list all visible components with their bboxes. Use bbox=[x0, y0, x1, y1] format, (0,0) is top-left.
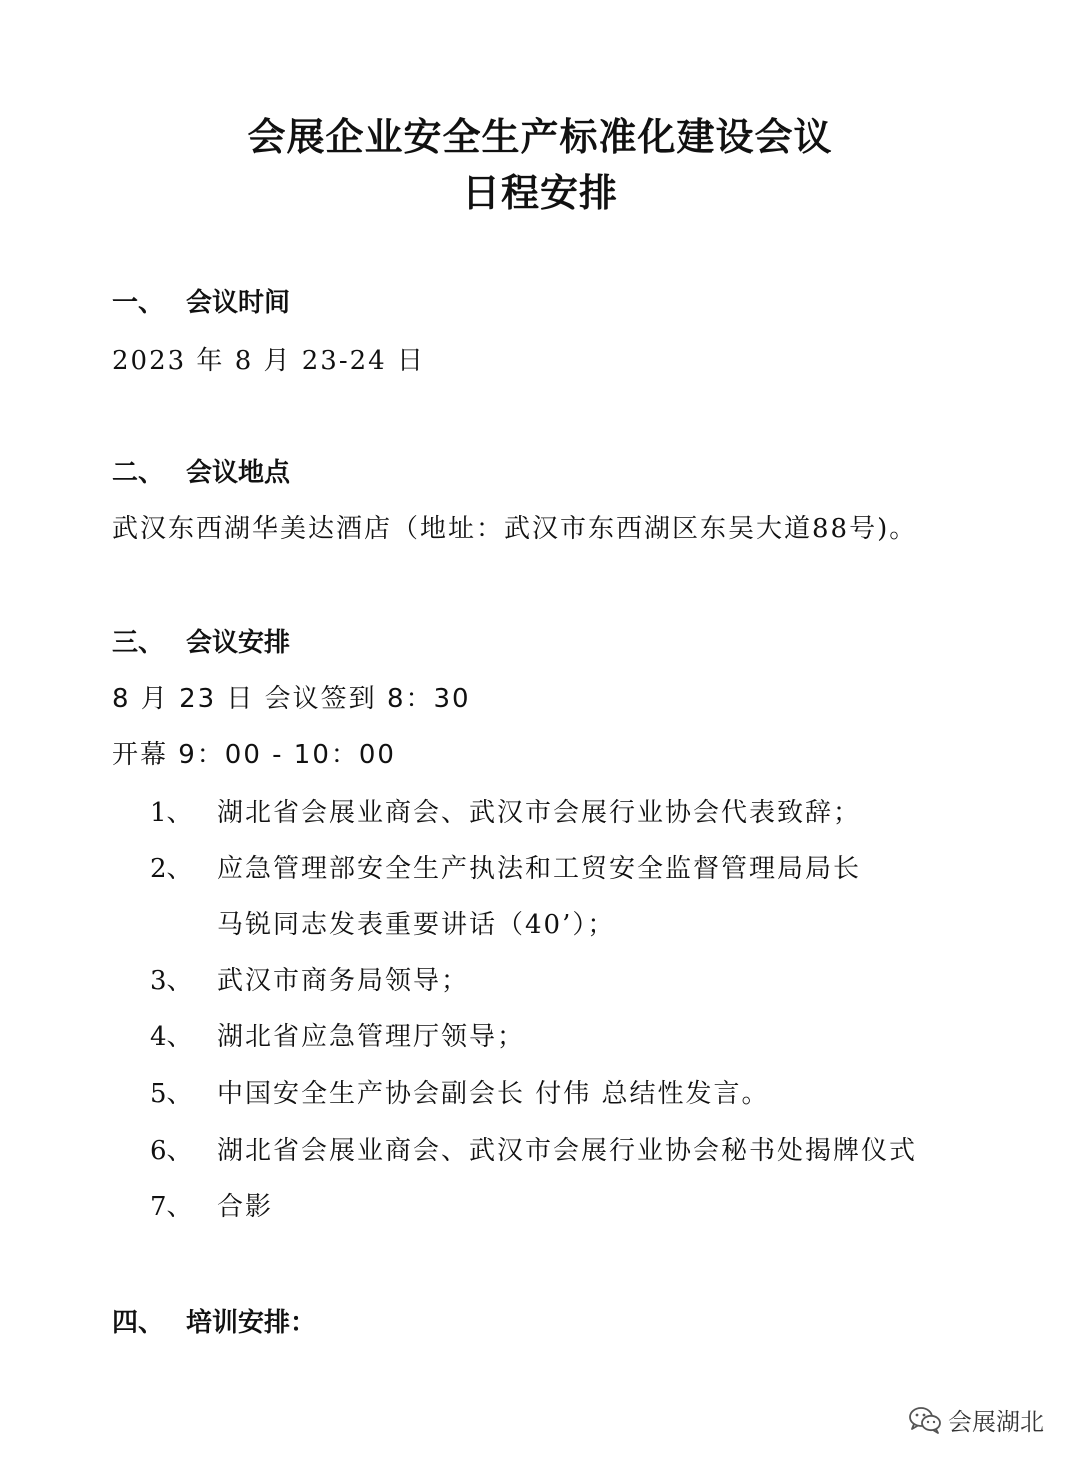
agenda-opening: 开幕 9：00 - 10：00 bbox=[112, 740, 396, 770]
agenda-item-number: 7、 bbox=[150, 1192, 193, 1222]
section-heading-time bbox=[112, 282, 290, 319]
agenda-item-number: 3、 bbox=[150, 966, 193, 996]
document-title: 会展企业安全生产标准化建设会议 bbox=[247, 115, 833, 159]
meeting-venue: 武汉东西湖华美达酒店（地址：武汉市东西湖区东吴大道88号)。 bbox=[112, 514, 918, 544]
agenda-item-text: 湖北省应急管理厅领导； bbox=[217, 1022, 526, 1052]
agenda-item-text: 合影 bbox=[217, 1192, 274, 1222]
agenda-item-number: 4、 bbox=[150, 1022, 193, 1052]
agenda-item-number: 5、 bbox=[150, 1079, 193, 1109]
agenda-item-number: 6、 bbox=[150, 1136, 193, 1166]
meeting-date: 2023 年 8 月 23-24 日 bbox=[112, 346, 425, 376]
agenda-item-text: 武汉市商务局领导； bbox=[217, 966, 470, 996]
section-heading-venue bbox=[112, 452, 290, 489]
section-number: 三、 bbox=[112, 628, 165, 658]
agenda-item-number: 2、 bbox=[150, 854, 193, 884]
agenda-item-text: 应急管理部安全生产执法和工贸安全监督管理局局长 bbox=[217, 854, 862, 884]
section-heading-agenda bbox=[112, 622, 290, 659]
wechat-icon bbox=[908, 1406, 942, 1434]
watermark-text: 会展湖北 bbox=[948, 1408, 1044, 1436]
section-title: 会议时间 bbox=[186, 288, 291, 318]
agenda-signin: 8 月 23 日 会议签到 8：30 bbox=[112, 684, 471, 714]
section-heading-training bbox=[112, 1302, 316, 1339]
section-title: 会议地点 bbox=[186, 458, 291, 488]
section-number: 二、 bbox=[112, 458, 165, 488]
agenda-item-text: 中国安全生产协会副会长 付伟 总结性发言。 bbox=[217, 1079, 770, 1109]
agenda-item-number: 1、 bbox=[150, 798, 193, 828]
section-number: 一、 bbox=[112, 288, 165, 318]
agenda-item-text: 湖北省会展业商会、武汉市会展行业协会代表致辞； bbox=[217, 798, 862, 828]
agenda-item-text-continued: 马锐同志发表重要讲话（40’）； bbox=[217, 910, 616, 940]
agenda-item-text: 湖北省会展业商会、武汉市会展行业协会秘书处揭牌仪式 bbox=[217, 1136, 918, 1166]
watermark bbox=[908, 1402, 1044, 1437]
section-number: 四、 bbox=[112, 1308, 165, 1338]
document-subtitle: 日程安排 bbox=[461, 171, 618, 215]
section-title: 会议安排 bbox=[186, 628, 291, 658]
section-title: 培训安排： bbox=[186, 1308, 317, 1338]
